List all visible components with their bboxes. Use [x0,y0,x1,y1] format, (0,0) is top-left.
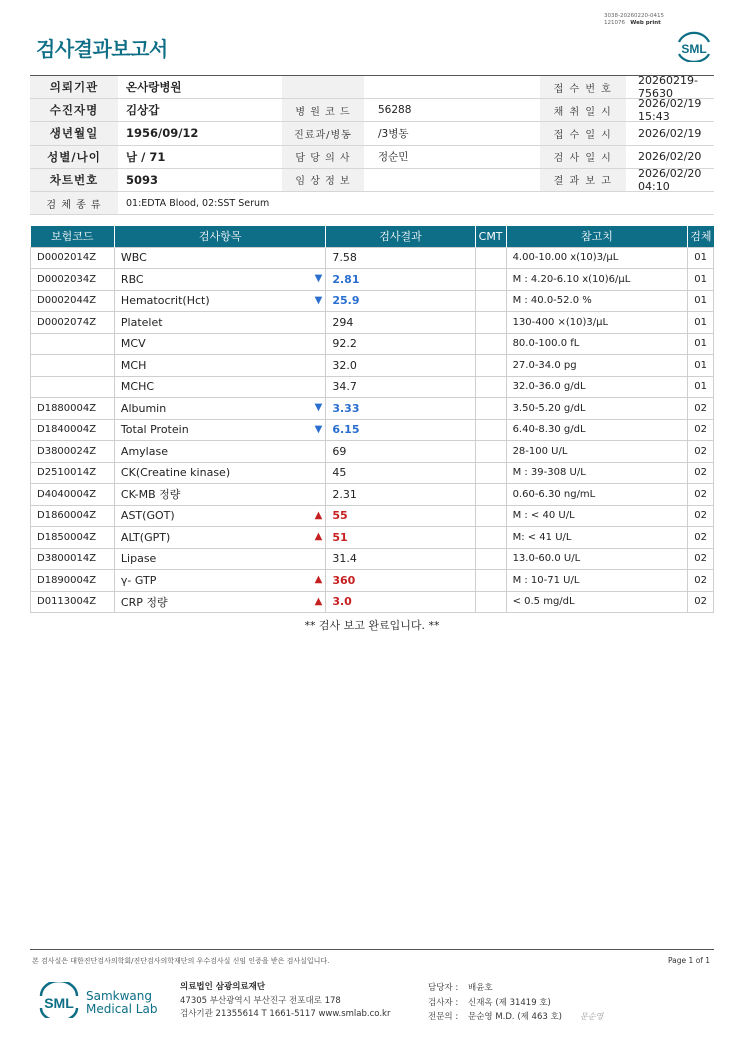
cell-result: 92.2 [326,333,475,355]
page-number: Page 1 of 1 [668,956,711,965]
patient-value: 2026/02/20 [638,150,702,164]
staff-label: 전문의 : [428,1012,459,1022]
patient-label: 결 과 보 고 [540,169,626,191]
cell-name [114,570,325,592]
cell-name [114,527,325,549]
table-row [31,269,714,291]
test-name: Total Protein [120,423,189,437]
table-row [31,398,714,420]
sml-logo-icon [674,30,714,62]
patient-label: 진료과/병동 [282,122,364,144]
staff-value: 문순영 M.D. (제 463 호) [468,1012,563,1022]
patient-row [30,99,714,122]
cell-ref: M : 4.20-6.10 x(10)6/μL [506,269,688,291]
cell-code: D1840004Z [31,419,115,441]
brand-line1: Samkwang [86,989,152,1003]
cell-spec: 02 [688,548,714,570]
cell-name [114,290,325,312]
patient-label: 채 취 일 시 [540,99,626,121]
cell-spec: 01 [688,355,714,377]
table-row [31,484,714,506]
patient-label: 차트번호 [30,169,118,191]
cell-code: D1860004Z [31,505,115,527]
low-flag-icon: ▼ [314,273,323,284]
cell-name [114,398,325,420]
high-flag-icon: ▲ [314,595,323,607]
patient-value: 정순민 [378,151,409,164]
sml-footer-logo-icon [36,982,82,1018]
cell-name [114,548,325,570]
staff-line [428,996,562,1011]
results-table [30,226,714,613]
cell-name [114,312,325,334]
accreditation-note: 본 검사실은 대한진단검사의학회/진단검사의학재단의 우수검사실 신임 인증을 받은 검사실입니다. [32,957,330,965]
patient-value: 5093 [126,172,159,187]
cell-ref: 80.0-100.0 fL [506,333,688,355]
staff-info [428,981,562,1025]
cell-name [114,333,325,355]
cell-name [114,419,325,441]
cell-ref: 6.40-8.30 g/dL [506,419,688,441]
cell-cmt [475,441,506,463]
cell-ref: M : 10-71 U/L [506,570,688,592]
cell-spec: 02 [688,484,714,506]
cell-name [114,355,325,377]
table-row [31,527,714,549]
table-row [31,505,714,527]
cell-ref: 0.60-6.30 ng/mL [506,484,688,506]
cell-name [114,591,325,613]
patient-label: 접 수 일 시 [540,122,626,144]
header-result: 검사결과 [326,226,475,247]
cell-cmt [475,419,506,441]
org-name: 의료법인 삼광의료재단 [180,982,266,992]
cell-ref: M : 39-308 U/L [506,462,688,484]
patient-value: 2026/02/20 04:10 [638,166,702,193]
cell-code: D0002014Z [31,247,115,269]
cell-spec: 02 [688,527,714,549]
table-row [31,333,714,355]
cell-code: D3800024Z [31,441,115,463]
cell-code: D2510014Z [31,462,115,484]
cell-cmt [475,570,506,592]
cell-cmt [475,247,506,269]
staff-value: 신재옥 (제 31419 호) [468,997,551,1008]
sml-logo-text: SML [681,42,707,56]
specimen-row [30,192,714,215]
cell-result: 32.0 [326,355,475,377]
cell-result: 7.58 [326,247,475,269]
cell-result: 360 [326,570,475,592]
specimen-value: 01:EDTA Blood, 02:SST Serum [126,197,270,209]
cell-cmt [475,548,506,570]
test-name: CRP 정량 [120,595,168,609]
cell-spec: 02 [688,570,714,592]
test-name: AST(GOT) [120,509,175,523]
doctor-signature: 문순영 [580,1012,604,1021]
staff-value: 배윤호 [468,983,493,993]
table-row [31,591,714,613]
header-spec: 검체 [688,226,714,247]
high-flag-icon: ▲ [314,531,323,542]
test-name: Platelet [120,315,163,329]
cell-spec: 01 [688,376,714,398]
table-row [31,376,714,398]
patient-label: 접 수 번 호 [540,76,626,98]
cell-ref: 3.50-5.20 g/dL [506,398,688,420]
cell-cmt [475,269,506,291]
cell-cmt [475,462,506,484]
cell-ref: 4.00-10.00 x(10)3/μL [506,247,688,269]
cell-cmt [475,376,506,398]
cell-cmt [475,591,506,613]
cell-cmt [475,355,506,377]
patient-label: 성별/나이 [30,146,118,168]
test-name: MCV [120,337,146,351]
cell-code [31,355,115,377]
cell-result: 2.81 [326,269,475,291]
cell-code: D0002044Z [31,290,115,312]
cell-result: 3.0 [326,591,475,613]
table-row [31,548,714,570]
cell-code: D3800014Z [31,548,115,570]
patient-value: /3병동 [378,127,409,140]
cell-name [114,247,325,269]
patient-label [282,76,364,98]
patient-value: 2026/02/19 15:43 [638,97,702,124]
cell-ref: < 0.5 mg/dL [506,591,688,613]
cell-spec: 01 [688,247,714,269]
staff-line [428,981,562,996]
cell-ref: 130-400 ×(10)3/μL [506,312,688,334]
test-name: γ- GTP [120,573,157,587]
test-name: Lipase [120,552,157,566]
patient-value: 2026/02/19 [638,126,702,140]
cell-spec: 02 [688,419,714,441]
table-row [31,570,714,592]
patient-label: 임 상 정 보 [282,169,364,191]
cell-code [31,333,115,355]
cell-ref: M: < 41 U/L [506,527,688,549]
table-row [31,312,714,334]
test-name: MCHC [120,380,155,394]
cell-result: 294 [326,312,475,334]
test-name: ALT(GPT) [120,530,171,544]
cell-name [114,484,325,506]
cell-spec: 02 [688,441,714,463]
cell-result: 25.9 [326,290,475,312]
org-address: 47305 부산광역시 부산진구 전포대로 178 [180,995,341,1006]
test-name: CK-MB 정량 [120,488,181,502]
cell-cmt [475,398,506,420]
cell-spec: 02 [688,462,714,484]
cell-cmt [475,484,506,506]
cell-result: 69 [326,441,475,463]
report-complete-text: ** 검사 보고 완료입니다. ** [304,619,440,632]
patient-info [30,75,714,215]
specimen-label: 검 체 종 류 [30,192,118,214]
cell-cmt [475,527,506,549]
cell-result: 3.33 [326,398,475,420]
test-name: WBC [120,251,147,265]
cell-result: 31.4 [326,548,475,570]
low-flag-icon: ▼ [314,294,323,306]
table-row [31,290,714,312]
cell-code: D0002034Z [31,269,115,291]
high-flag-icon: ▲ [314,509,323,521]
cell-ref: M : 40.0-52.0 % [506,290,688,312]
cell-name [114,376,325,398]
staff-label: 검사자 : [428,997,459,1008]
table-row [31,441,714,463]
cell-code: D1880004Z [31,398,115,420]
table-row [31,462,714,484]
cell-spec: 02 [688,505,714,527]
cell-spec: 02 [688,398,714,420]
doc-code [604,13,664,27]
results-header-row [31,226,714,247]
patient-row [30,76,714,99]
cell-ref: 32.0-36.0 g/dL [506,376,688,398]
cell-result: 6.15 [326,419,475,441]
org-contact: 검사기관 21355614 T 1661-5117 www.smlab.co.kr [180,1009,391,1019]
patient-label: 수진자명 [30,99,118,121]
footer-divider [30,949,714,950]
cell-spec: 01 [688,290,714,312]
cell-code: D1850004Z [31,527,115,549]
header-name: 검사항목 [114,226,325,247]
cell-code: D0113004Z [31,591,115,613]
brand-name [86,990,157,1016]
table-row [31,355,714,377]
cell-code: D1890004Z [31,570,115,592]
low-flag-icon: ▼ [314,423,323,435]
staff-label: 담당자 : [428,983,459,993]
test-name: MCH [120,358,147,372]
doc-code-line2: 121076 [604,20,625,26]
table-row [31,247,714,269]
low-flag-icon: ▼ [314,402,323,413]
table-row [31,419,714,441]
header-cmt: CMT [475,226,506,247]
patient-value: 20260219-75630 [638,74,698,101]
test-name: CK(Creatine kinase) [120,466,231,480]
patient-label: 담 당 의 사 [282,146,364,168]
test-name: RBC [120,272,144,286]
test-name: Amylase [120,444,168,458]
cell-code [31,376,115,398]
cell-result: 34.7 [326,376,475,398]
cell-name [114,462,325,484]
cell-spec: 01 [688,269,714,291]
cell-result: 51 [326,527,475,549]
patient-label: 생년월일 [30,122,118,144]
cell-ref: 27.0-34.0 pg [506,355,688,377]
cell-code: D4040004Z [31,484,115,506]
test-name: Hematocrit(Hct) [120,294,210,308]
organization-info [180,981,390,1022]
cell-cmt [475,333,506,355]
web-print-label: Web print [630,20,661,26]
cell-code: D0002074Z [31,312,115,334]
cell-cmt [475,312,506,334]
patient-value: 1956/09/12 [126,126,199,141]
cell-ref: M : < 40 U/L [506,505,688,527]
cell-ref: 13.0-60.0 U/L [506,548,688,570]
sml-footer-logo-text: SML [44,995,74,1011]
page-title: 검사결과보고서 [36,37,168,61]
header-ref: 참고치 [506,226,688,247]
cell-name [114,441,325,463]
cell-cmt [475,290,506,312]
high-flag-icon: ▲ [314,574,323,585]
cell-spec: 01 [688,333,714,355]
patient-label: 의뢰기관 [30,76,118,98]
cell-name [114,269,325,291]
patient-value: 김상갑 [126,103,160,118]
test-name: Albumin [120,401,167,415]
cell-cmt [475,505,506,527]
brand-line2: Medical Lab [86,1002,158,1016]
cell-name [114,505,325,527]
doc-code-line1: 3038-20260220-0415 [604,13,664,19]
patient-value: 온사랑병원 [126,80,182,95]
patient-label: 병 원 코 드 [282,99,364,121]
cell-result: 55 [326,505,475,527]
cell-ref: 28-100 U/L [506,441,688,463]
cell-spec: 01 [688,312,714,334]
cell-result: 2.31 [326,484,475,506]
cell-result: 45 [326,462,475,484]
patient-row [30,166,714,193]
cell-spec: 02 [688,591,714,613]
patient-value: 남 / 71 [126,149,166,164]
doc-code-line2-wrap [604,20,664,27]
header-code: 보험코드 [31,226,115,247]
patient-value: 56288 [378,104,412,117]
patient-label: 검 사 일 시 [540,146,626,168]
patient-row [30,122,714,145]
patient-row [30,146,714,169]
staff-line [428,1010,562,1025]
